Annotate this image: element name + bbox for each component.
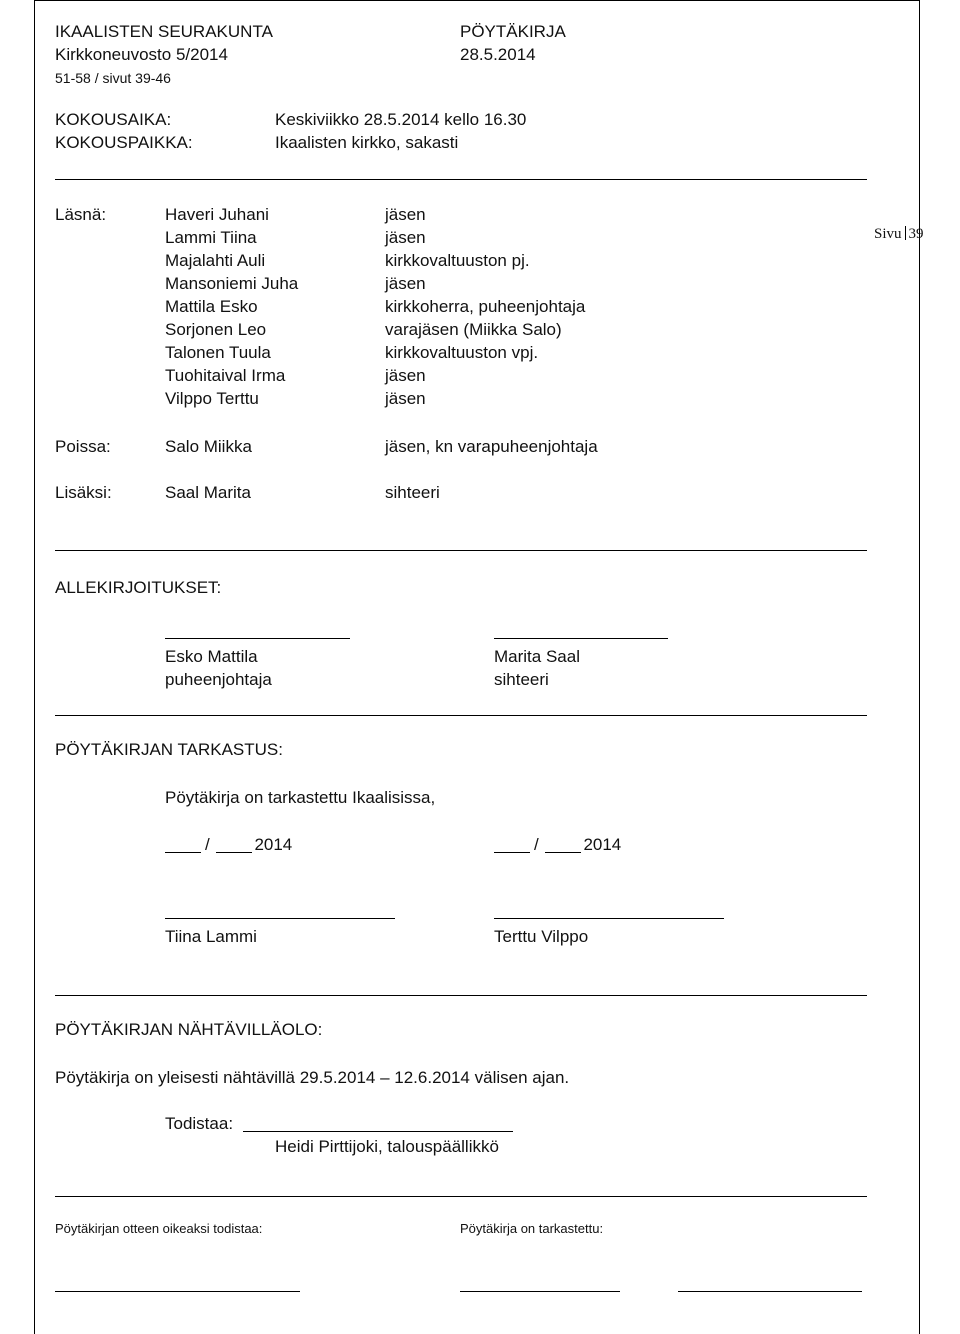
footer-extract-label: Pöytäkirjan otteen oikeaksi todistaa: — [55, 1221, 263, 1236]
secretary-title: sihteeri — [494, 670, 549, 689]
divider — [55, 179, 867, 180]
signature-line — [165, 918, 395, 919]
signature-line — [494, 918, 724, 919]
place-value: Ikaalisten kirkko, sakasti — [275, 133, 459, 152]
reviewer-left-name: Tiina Lammi — [165, 927, 257, 946]
time-label: KOKOUSAIKA: — [55, 110, 172, 129]
date-blank — [165, 852, 201, 853]
footer-reviewed-label: Pöytäkirja on tarkastettu: — [460, 1221, 604, 1236]
absent-name: Salo Miikka — [165, 437, 252, 456]
attendee-name: Vilppo Terttu — [165, 389, 259, 408]
org-name: IKAALISTEN SEURAKUNTA — [55, 22, 273, 41]
signature-line — [678, 1291, 862, 1292]
signature-line — [460, 1291, 620, 1292]
attendee-role: jäsen — [385, 228, 426, 247]
attendee-name: Talonen Tuula — [165, 343, 271, 362]
attendee-role: jäsen — [385, 366, 426, 385]
page-range: 51-58 / sivut 39-46 — [55, 70, 171, 86]
meeting-name: Kirkkoneuvosto 5/2014 — [55, 45, 228, 64]
chair-name: Esko Mattila — [165, 647, 258, 666]
attendee-name: Lammi Tiina — [165, 228, 257, 247]
doc-type: PÖYTÄKIRJA — [460, 22, 566, 41]
divider — [55, 550, 867, 551]
attendee-role: jäsen — [385, 205, 426, 224]
review-date-left-text: / 2014 — [205, 835, 293, 854]
absent-label: Poissa: — [55, 437, 111, 456]
attendee-role: kirkkovaltuuston vpj. — [385, 343, 539, 362]
certify-label: Todistaa: — [165, 1114, 234, 1133]
present-label: Läsnä: — [55, 205, 107, 224]
divider — [55, 715, 867, 716]
divider — [55, 995, 867, 996]
attendee-name: Majalahti Auli — [165, 251, 266, 270]
review-statement: Pöytäkirja on tarkastettu Ikaalisissa, — [165, 788, 436, 807]
signature-line — [243, 1131, 513, 1132]
secretary-name: Marita Saal — [494, 647, 580, 666]
display-heading: PÖYTÄKIRJAN NÄHTÄVILLÄOLO: — [55, 1020, 323, 1039]
attendee-name: Haveri Juhani — [165, 205, 269, 224]
page-number-separator — [905, 226, 906, 240]
meeting-date: 28.5.2014 — [460, 45, 536, 64]
extra-name: Saal Marita — [165, 483, 251, 502]
page-border-top — [34, 0, 920, 1]
place-label: KOKOUSPAIKKA: — [55, 133, 193, 152]
reviewer-right-name: Terttu Vilppo — [494, 927, 589, 946]
attendee-name: Mattila Esko — [165, 297, 258, 316]
signature-line — [165, 638, 350, 639]
review-date-right-text: / 2014 — [534, 835, 622, 854]
page-number — [874, 226, 924, 243]
review-heading: PÖYTÄKIRJAN TARKASTUS: — [55, 740, 283, 759]
page-number-value: 39 — [908, 226, 924, 242]
date-blank — [494, 852, 530, 853]
chair-title: puheenjohtaja — [165, 670, 272, 689]
attendee-name: Mansoniemi Juha — [165, 274, 299, 293]
page-border-right — [919, 0, 920, 1334]
page-border-left — [34, 0, 35, 1334]
attendee-name: Tuohitaival Irma — [165, 366, 286, 385]
extra-role: sihteeri — [385, 483, 440, 502]
attendee-role: varajäsen (Miikka Salo) — [385, 320, 562, 339]
review-date-left — [205, 835, 292, 855]
attendee-role: kirkkovaltuuston pj. — [385, 251, 530, 270]
time-value: Keskiviikko 28.5.2014 kello 16.30 — [275, 110, 527, 129]
display-statement: Pöytäkirja on yleisesti nähtävillä 29.5.2014 – 12.6.2014 välisen ajan. — [55, 1068, 570, 1087]
signature-line — [494, 638, 668, 639]
attendee-role: kirkkoherra, puheenjohtaja — [385, 297, 586, 316]
certifier-name: Heidi Pirttijoki, talouspäällikkö — [275, 1137, 499, 1156]
attendee-name: Sorjonen Leo — [165, 320, 267, 339]
absent-role: jäsen, kn varapuheenjohtaja — [385, 437, 598, 456]
attendee-role: jäsen — [385, 389, 426, 408]
signature-line — [55, 1291, 300, 1292]
signatures-heading: ALLEKIRJOITUKSET: — [55, 578, 222, 597]
attendee-role: jäsen — [385, 274, 426, 293]
extra-label: Lisäksi: — [55, 483, 112, 502]
page-number-label: Sivu — [874, 226, 902, 242]
review-date-right — [534, 835, 621, 855]
divider — [55, 1196, 867, 1197]
